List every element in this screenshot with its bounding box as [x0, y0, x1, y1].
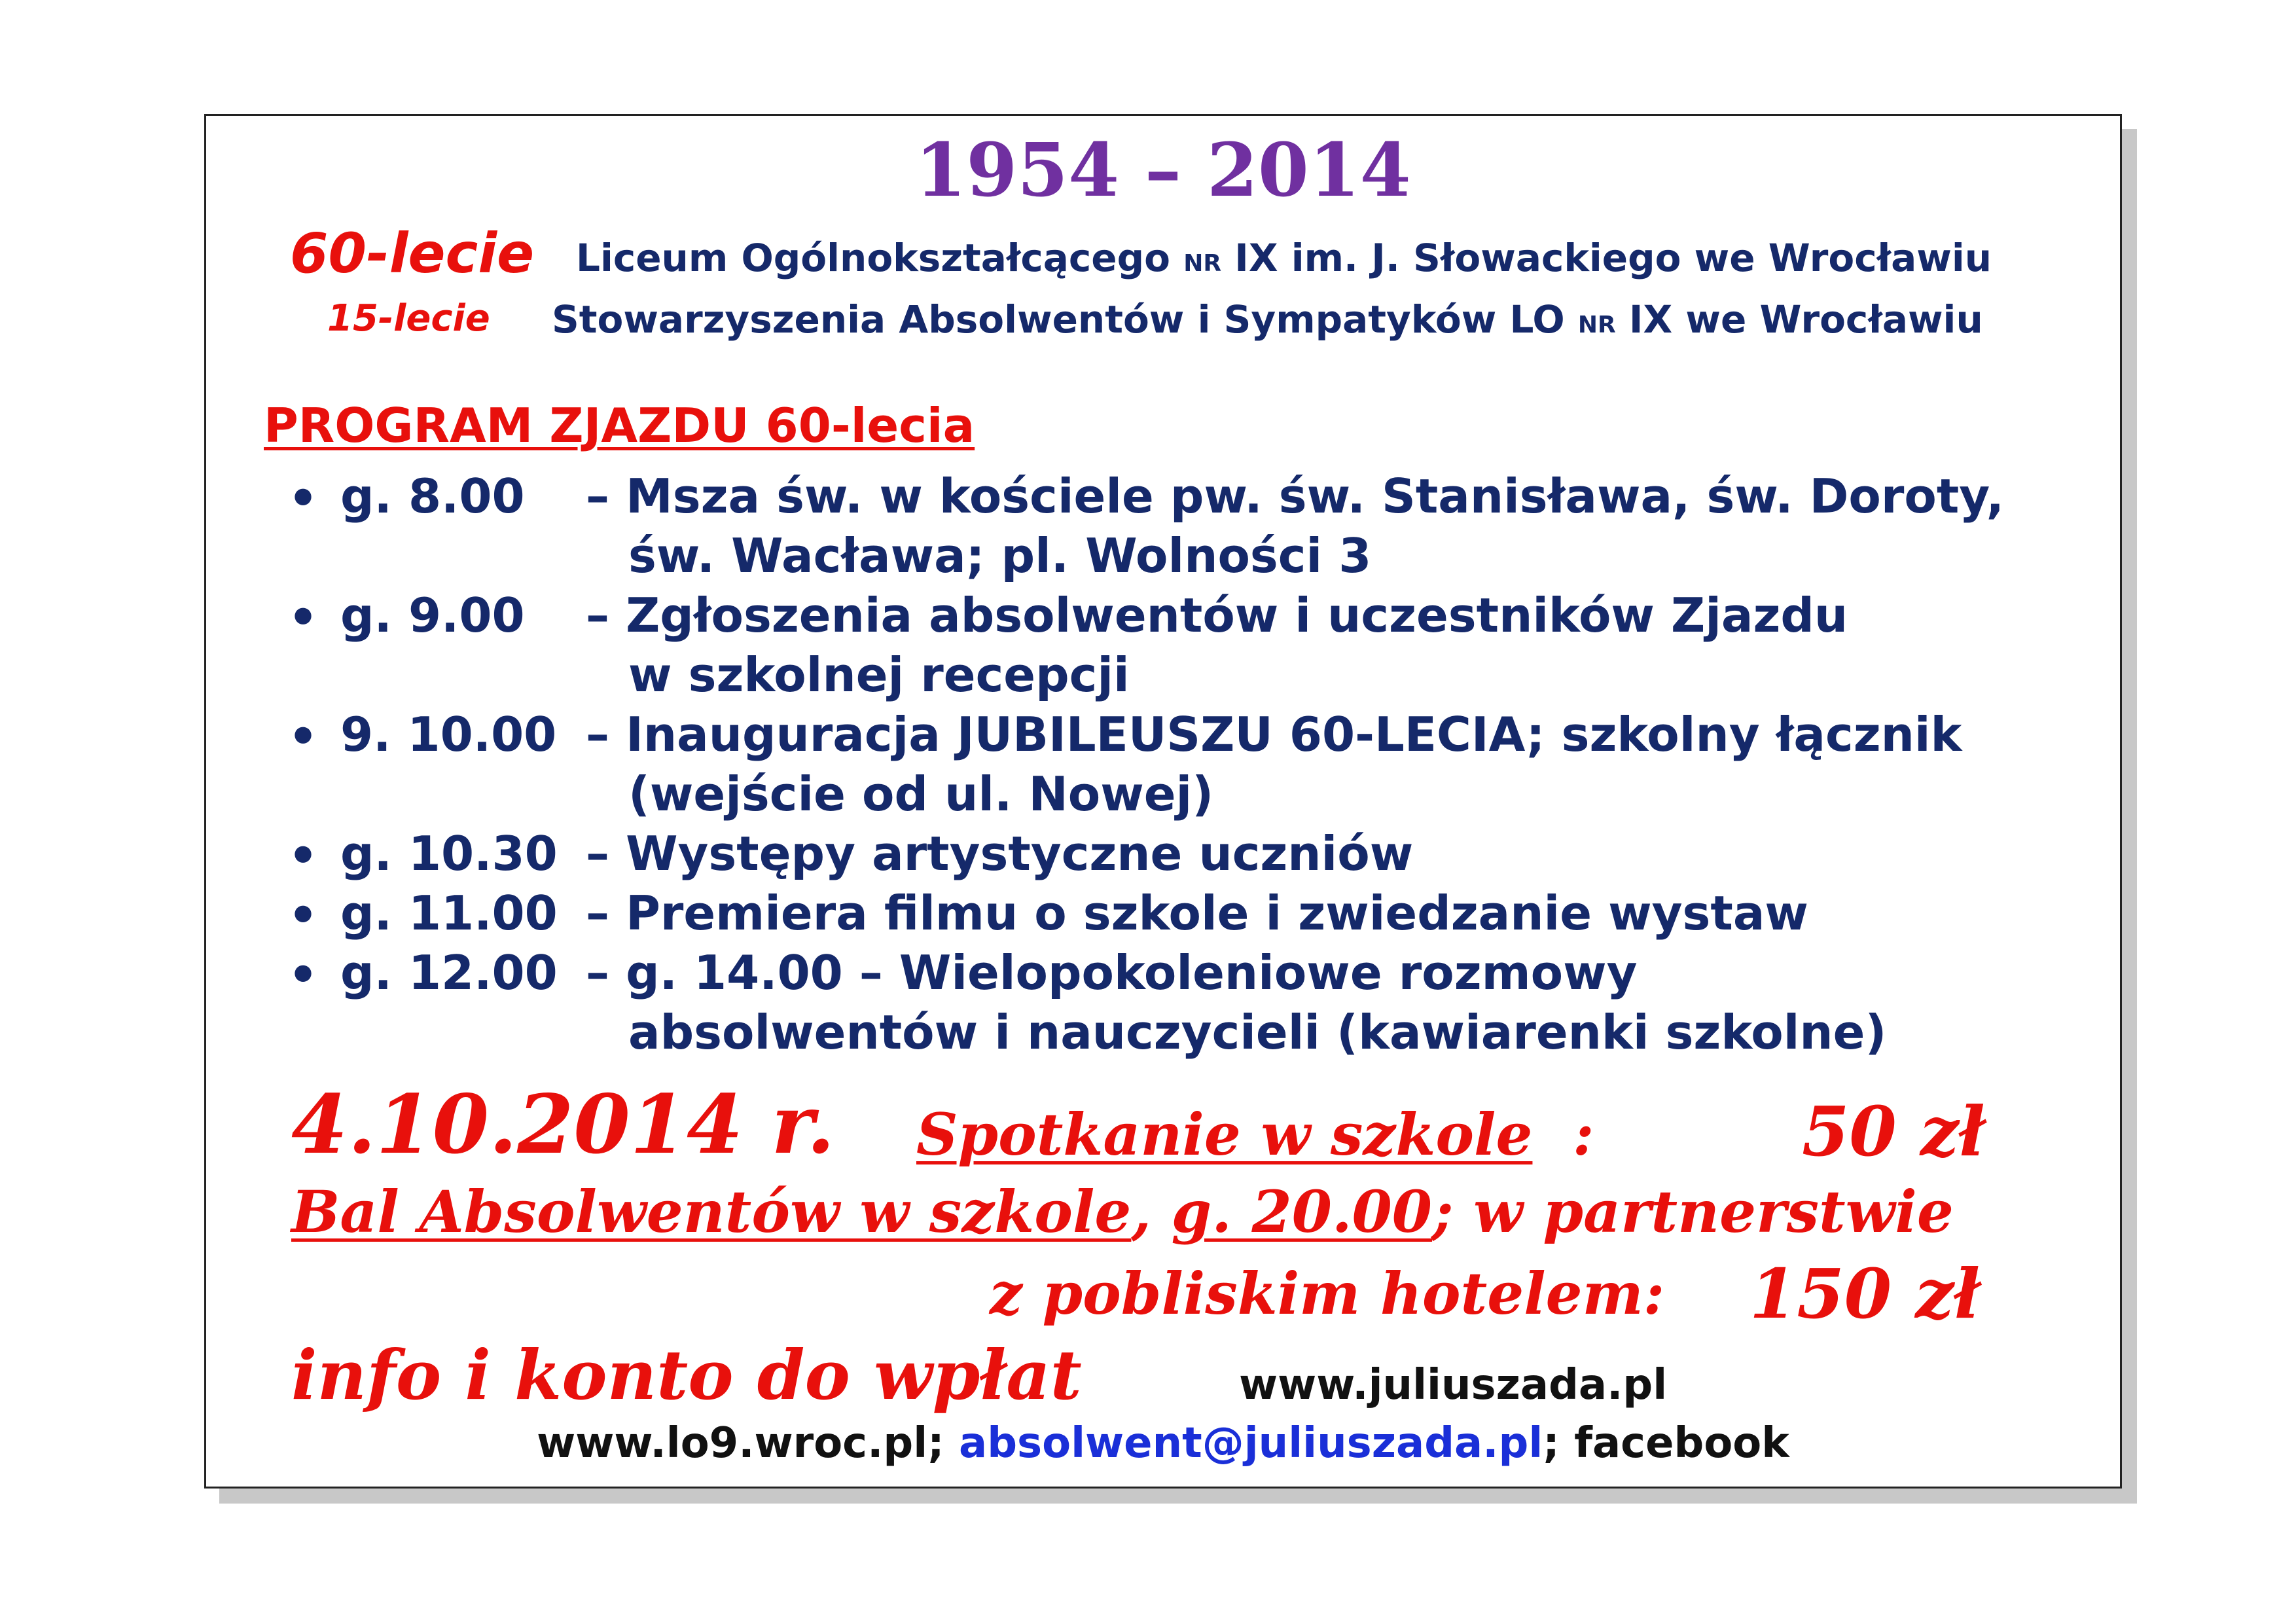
program-time: g. 11.00: [340, 886, 558, 941]
info-label: info i konto do wpłat: [291, 1335, 1082, 1415]
contact-line: [206, 1419, 2120, 1468]
program-time: g. 8.00: [340, 469, 525, 524]
event-date: 4.10.2014 r.: [291, 1077, 835, 1172]
hotel-text: z pobliskim hotelem:: [990, 1259, 1665, 1327]
program-time: g. 9.00: [340, 588, 525, 643]
nr-label: NR: [1183, 250, 1222, 277]
years-title: 1954 – 2014: [915, 128, 1411, 213]
school-name: [576, 236, 1992, 280]
program-desc: – g. 14.00 – Wielopokoleniowe rozmowy: [586, 945, 1638, 1000]
bullet-icon: •: [288, 709, 319, 764]
school-name-part-b: IX im. J. Słowackiego we Wrocławiu: [1221, 236, 1992, 280]
program-desc-cont: św. Wacława; pl. Wolności 3: [628, 528, 1372, 583]
nr-label: NR: [1577, 312, 1616, 338]
meeting-label: Spotkanie w szkole: [916, 1100, 1533, 1168]
ball-comma: ,: [1131, 1178, 1172, 1246]
school-website-link[interactable]: www.lo9.wroc.pl;: [537, 1419, 960, 1468]
school-name-part-a: Liceum Ogólnokształcącego: [576, 236, 1184, 280]
program-time: g. 10.30: [340, 826, 558, 881]
program-desc: – Występy artystyczne uczniów: [586, 826, 1414, 881]
program-time: g. 12.00: [340, 945, 558, 1000]
program-desc: – Zgłoszenia absolwentów i uczestników Zjazdu: [586, 588, 1848, 643]
bullet-icon: •: [288, 590, 319, 645]
program-desc: – Inauguracja JUBILEUSZU 60-LECIA; szkolny łącznik: [586, 707, 1962, 762]
ball-time: g. 20.00: [1171, 1178, 1433, 1246]
program-desc-cont: (wejście od ul. Nowej): [628, 767, 1214, 821]
bullet-icon: •: [288, 888, 319, 943]
separator: ;: [1543, 1419, 1575, 1468]
association-name: [552, 297, 1983, 342]
program-heading: PROGRAM ZJAZDU 60-lecia: [264, 398, 975, 453]
bullet-icon: •: [288, 828, 319, 883]
association-name-part-b: IX we Wrocławiu: [1615, 297, 1983, 342]
ball-line: [291, 1178, 1954, 1246]
jubilee-15: 15-lecie: [327, 297, 490, 340]
program-desc-cont: absolwentów i nauczycieli (kawiarenki szkolne): [628, 1005, 1887, 1060]
jubilee-60: 60-lecie: [290, 221, 535, 285]
email-link[interactable]: absolwent@juliuszada.pl: [959, 1419, 1543, 1468]
ball-price: 150 zł: [1749, 1254, 1981, 1334]
bullet-icon: •: [288, 947, 319, 1002]
program-desc-cont: w szkolnej recepcji: [628, 647, 1130, 702]
ball-partner: ; w partnerstwie: [1432, 1178, 1954, 1246]
association-name-part-a: Stowarzyszenia Absolwentów i Sympatyków LO: [552, 297, 1578, 342]
program-desc: – Premiera filmu o szkole i zwiedzanie wystaw: [586, 886, 1808, 941]
program-desc: – Msza św. w kościele pw. św. Stanisława, św. Doroty,: [586, 469, 2004, 524]
meeting-colon: :: [1573, 1100, 1594, 1168]
facebook-link[interactable]: facebook: [1574, 1419, 1789, 1468]
website-link[interactable]: www.juliuszada.pl: [1239, 1361, 1668, 1409]
bullet-icon: •: [288, 471, 319, 526]
program-time: 9. 10.00: [340, 707, 557, 762]
poster-card: [204, 114, 2122, 1489]
ball-title: Bal Absolwentów w szkole: [291, 1178, 1132, 1246]
meeting-price: 50 zł: [1802, 1091, 1986, 1172]
